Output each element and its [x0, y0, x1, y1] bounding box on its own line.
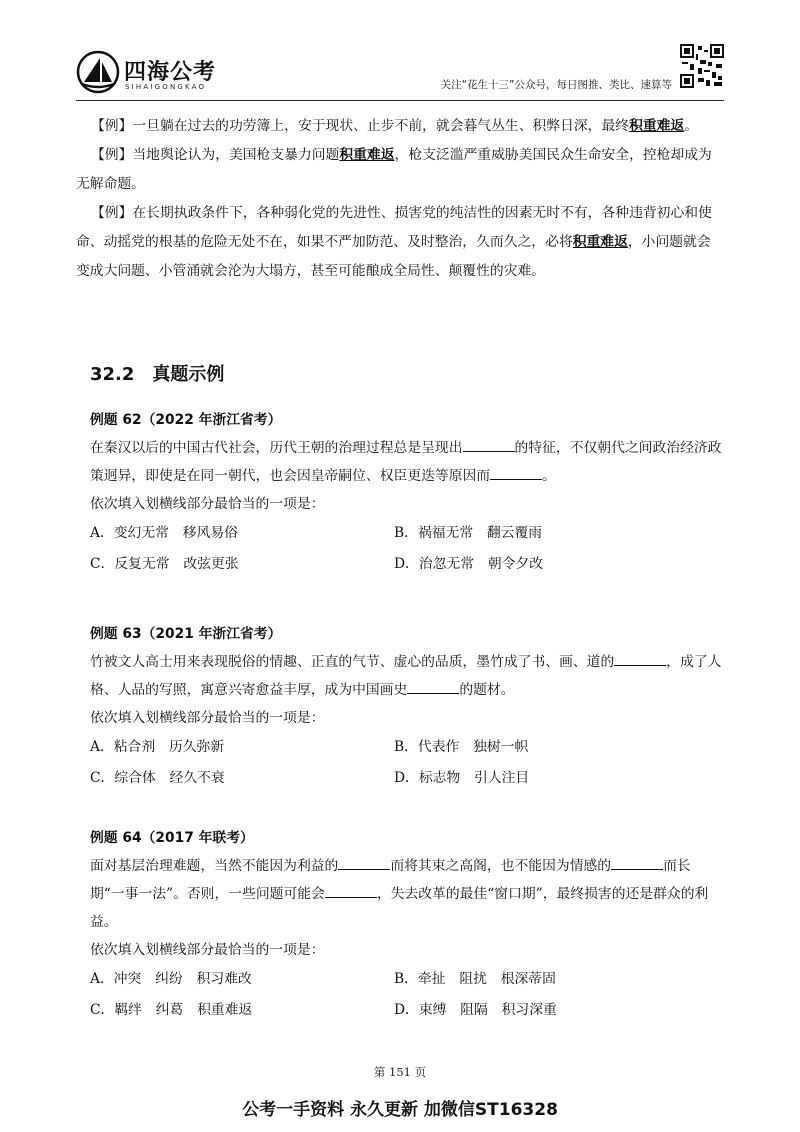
question-prompt: 依次填入划横线部分最恰当的一项是： — [90, 942, 325, 958]
answer-options — [90, 964, 724, 1026]
question-text-part: 而将其束之高阁，也不能因为情感的 — [390, 858, 612, 874]
section-number: 32.2 — [90, 364, 135, 385]
example-text: ，小问题就会变成大问题、小管涌就会沦为大塌方，甚至可能酿成全局性、颠覆性的灾难。 — [76, 234, 711, 279]
example-sentence — [76, 112, 724, 141]
brand-name-latin: SIHAIGONGKAO — [125, 83, 207, 91]
option-b[interactable]: B．牵扯 阻扰 根深蒂固 — [394, 971, 556, 987]
highlighted-term: 积重难返 — [629, 118, 685, 134]
fill-blank — [325, 883, 377, 898]
qr-code-icon — [680, 44, 724, 88]
section-heading — [90, 360, 224, 386]
option-a[interactable]: A．变幻无常 移风易俗 — [90, 525, 238, 541]
fill-blank — [407, 679, 459, 694]
question-prompt: 依次填入划横线部分最恰当的一项是： — [90, 496, 325, 512]
question-block — [90, 824, 724, 1026]
option-c[interactable]: C．羁绊 纠葛 积重难返 — [90, 1002, 253, 1018]
question-text-part: ，成了人格、人品的写照，寓意兴寄愈益丰厚，成为中国画史 — [90, 654, 722, 698]
question-text-part: 在秦汉以后的中国古代社会，历代王朝的治理过程总是呈现出 — [90, 440, 463, 456]
question-text-part: 。 — [542, 468, 556, 484]
question-text — [90, 434, 724, 490]
question-title: 例题 63（2021 年浙江省考） — [90, 626, 282, 642]
option-c[interactable]: C．综合体 经久不衰 — [90, 770, 225, 786]
option-a[interactable]: A．冲突 纠纷 积习难改 — [90, 971, 252, 987]
page-number: 第 151 页 — [373, 1065, 427, 1079]
question-text-part: 的题材。 — [459, 682, 515, 698]
footer-banner: 公考一手资料 永久更新 加微信ST16328 — [242, 1100, 558, 1120]
option-d[interactable]: D．治忽无常 朝令夕改 — [394, 556, 544, 572]
example-text: 【例】在长期执政条件下，各种弱化党的先进性、损害党的纯洁性的因素无时不有，各种违背初心和使命、动摇党的根基的危险无处不在，如果不严加防范、及时整治，久而久之，必将 — [76, 205, 712, 250]
question-block — [90, 406, 724, 580]
header-divider — [76, 100, 724, 101]
example-text: 。 — [684, 118, 699, 134]
highlighted-term: 积重难返 — [572, 234, 628, 250]
brand-name: 四海公考 — [124, 60, 217, 85]
example-sentence — [76, 141, 724, 199]
question-text-part: 的特征，不仅朝代之间政治经济政策迥异，即使是在同一朝代，也会因皇帝嗣位、权臣更迭等原因而 — [90, 440, 722, 484]
question-text-part: ，失去改革的最佳“窗口期”，最终损害的还是群众的利益。 — [90, 886, 709, 930]
question-text-part: 而长期“一事一法”。否则，一些问题可能会 — [90, 858, 691, 902]
page-content — [76, 112, 724, 1018]
option-b[interactable]: B．代表作 独树一帜 — [394, 739, 529, 755]
question-text — [90, 648, 724, 704]
option-a[interactable]: A．粘合剂 历久弥新 — [90, 739, 225, 755]
question-title: 例题 62（2022 年浙江省考） — [90, 412, 282, 428]
example-sentence — [76, 199, 724, 286]
example-text: ，枪支泛滥严重威胁美国民众生命安全，控枪却成为无解命题。 — [76, 147, 712, 192]
option-d[interactable]: D．束缚 阻隔 积习深重 — [394, 1002, 557, 1018]
answer-options — [90, 732, 724, 794]
question-block — [90, 620, 724, 794]
option-b[interactable]: B．祸福无常 翻云覆雨 — [394, 525, 543, 541]
question-prompt: 依次填入划横线部分最恰当的一项是： — [90, 710, 325, 726]
page-header — [0, 0, 800, 104]
section-title: 真题示例 — [152, 364, 225, 385]
example-text: 【例】一旦躺在过去的功劳簿上，安于现状、止步不前，就会暮气丛生、积弊日深，最终 — [91, 118, 630, 134]
fill-blank — [338, 855, 390, 870]
option-d[interactable]: D．标志物 引人注目 — [394, 770, 530, 786]
question-text — [90, 852, 724, 936]
question-title: 例题 64（2017 年联考） — [90, 830, 254, 846]
question-text-part: 面对基层治理难题，当然不能因为利益的 — [90, 858, 339, 874]
fill-blank — [611, 855, 663, 870]
header-slogan: 关注“花生十三”公众号，每日图推、类比、速算等 — [440, 79, 672, 91]
fill-blank — [490, 465, 542, 480]
sailboat-logo-icon — [76, 50, 120, 94]
fill-blank — [463, 437, 515, 452]
example-text: 【例】当地舆论认为，美国枪支暴力问题 — [91, 147, 340, 163]
highlighted-term: 积重难返 — [339, 147, 395, 163]
answer-options — [90, 518, 724, 580]
fill-blank — [614, 651, 666, 666]
question-text-part: 竹被文人高士用来表现脱俗的情趣、正直的气节、虚心的品质，墨竹成了书、画、道的 — [90, 654, 615, 670]
option-c[interactable]: C．反复无常 改弦更张 — [90, 556, 239, 572]
